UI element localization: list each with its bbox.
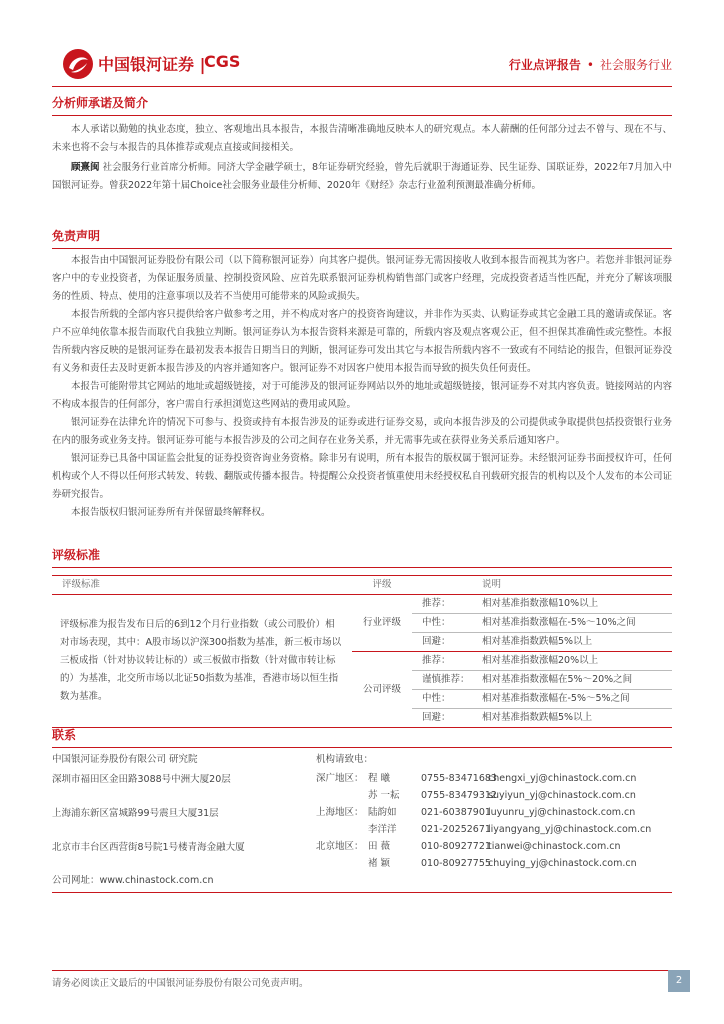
header-divider <box>52 86 672 87</box>
rating-standard-text: 评级标准为报告发布日后的6到12个月行业指数（或公司股价）相对市场表现，其中：A股市场以沪深300指数为基准，新三板市场以三板成指（针对协议转让标的）或三板做市指数（针对做市转让标的）为基准，北交所市场以北证50指数为基准，香港市场以恒生指数为基准。 <box>52 595 352 728</box>
section-divider <box>52 567 672 568</box>
rating-table <box>52 575 672 728</box>
disclaimer-paragraph: 银河证券已具备中国证监会批复的证券投资咨询业务资格。除非另有说明，所有本报告的版权属于银河证券。未经银河证券书面授权许可，任何机构或个人不得以任何形式转发、转载、翻版或传播本报告。特提醒公众投资者慎重使用未经授权私自刊载研究报告的机构以及个人发布的本公司证券研究报告。 <box>52 453 672 500</box>
industry-name: 社会服务行业 <box>599 58 672 72</box>
page-number: 2 <box>668 970 690 992</box>
rating-desc: 相对基准指数涨幅20%以上 <box>472 652 672 671</box>
email-link[interactable]: liyangyang_yj@chinastock.com.cn <box>488 824 652 835</box>
analyst-section <box>52 95 672 195</box>
company-name: 中国银河证券股份有限公司 研究院 <box>52 754 198 765</box>
report-type: 行业点评报告 <box>508 58 581 72</box>
company-website[interactable]: 公司网址：www.chinastock.com.cn <box>52 875 214 886</box>
email-link[interactable]: luyunru_yj@chinastock.com.cn <box>488 807 636 818</box>
rating-name: 中性： <box>412 690 472 709</box>
table-row <box>52 595 672 614</box>
sales-contact-row: 北京地区： 田 薇 010-80927721 tianwei@chinastock.com.cn <box>316 838 672 855</box>
analyst-name: 顾熹闽 <box>71 162 100 173</box>
rating-desc: 相对基准指数跌幅5%以上 <box>472 633 672 652</box>
disclaimer-paragraph: 本报告版权归银河证券所有并保留最终解释权。 <box>71 507 271 518</box>
analyst-bio: 顾熹闽 社会服务行业首席分析师。同济大学金融学硕士，8年证券研究经验，曾先后就职于海通证券、民生证券、国联证券，2022年7月加入中国银河证券。曾获2022年第十届Choice社会服务业最佳分析师、2020年《财经》杂志行业盈利预测最准确分析师。 <box>52 162 672 191</box>
rating-desc: 相对基准指数涨幅在5%～20%之间 <box>472 671 672 690</box>
email-link[interactable]: chengxi_yj@chinastock.com.cn <box>488 773 637 784</box>
col-header-desc: 说明 <box>472 576 672 595</box>
contact-sales <box>316 750 672 872</box>
category-company: 公司评级 <box>352 652 412 728</box>
cgs-logo-icon <box>62 48 94 80</box>
section-title-analyst: 分析师承诺及简介 <box>52 96 149 110</box>
rating-desc: 相对基准指数跌幅5%以上 <box>472 709 672 728</box>
contact-section <box>52 727 672 748</box>
section-title-rating: 评级标准 <box>52 548 101 562</box>
rating-desc: 相对基准指数涨幅在-5%～10%之间 <box>472 614 672 633</box>
address-shenzhen: 深圳市福田区金田路3088号中洲大厦20层 <box>52 774 231 785</box>
col-header-desc-spacer <box>412 576 472 595</box>
sales-label: 机构请致电： <box>316 754 374 765</box>
sales-contact-row: 上海地区： 陆韵如 021-60387901 luyunru_yj@chinastock.com.cn <box>316 804 672 821</box>
category-industry: 行业评级 <box>352 595 412 652</box>
separator-dot: • <box>586 58 594 72</box>
email-link[interactable]: suyiyun_yj@chinastock.com.cn <box>488 790 636 801</box>
footer-disclaimer: 请务必阅读正文最后的中国银河证券股份有限公司免责声明。 <box>52 978 309 989</box>
rating-name: 谨慎推荐： <box>412 671 472 690</box>
disclaimer-paragraph: 本报告由中国银河证券股份有限公司（以下简称银河证券）向其客户提供。银河证券无需因接收人收到本报告而视其为客户。若您并非银河证券客户中的专业投资者，为保证服务质量、控制投资风险、应首先联系银河证券机构销售部门或客户经理，完成投资者适当性匹配，并充分了解该项服务的性质、特点、使用的注意事项以及若不当使用可能带来的风险或损失。 <box>52 255 672 302</box>
rating-name: 回避： <box>412 633 472 652</box>
address-beijing: 北京市丰台区西营街8号院1号楼青海金融大厦 <box>52 842 245 853</box>
page-header <box>52 40 672 88</box>
disclaimer-paragraph: 本报告所载的全部内容只提供给客户做参考之用，并不构成对客户的投资咨询建议，并非作为买卖、认购证券或其它金融工具的邀请或保证。客户不应单纯依靠本报告而取代自我独立判断。银河证券认为本报告资料来源是可靠的，所载内容及观点客观公正，但不担保其准确性或完整性。本报告所载内容反映的是银河证券在最初发表本报告日期当日的判断，银河证券可发出其它与本报告所载内容不一致或有不同结论的报告，但银河证券没有义务和责任去及时更新本报告涉及的内容并通知客户。银河证券不对因客户使用本报告而导致的损失负任何责任。 <box>52 309 672 374</box>
rating-name: 推荐： <box>412 595 472 614</box>
header-report-info <box>509 56 672 73</box>
rating-name: 推荐： <box>412 652 472 671</box>
contact-addresses <box>52 750 312 858</box>
rating-desc: 相对基准指数涨幅在-5%～5%之间 <box>472 690 672 709</box>
analyst-commitment: 本人承诺以勤勉的执业态度，独立、客观地出具本报告，本报告清晰准确地反映本人的研究观点。本人薪酬的任何部分过去不曾与、现在不与、未来也将不会与本报告的具体推荐或观点直接或间接相关。 <box>52 124 672 153</box>
sales-contact-row: 深广地区： 程 曦 0755-83471683 chengxi_yj@chinastock.com.cn <box>316 770 672 787</box>
contact-divider <box>52 892 672 893</box>
section-title-contact: 联系 <box>52 728 77 742</box>
email-link[interactable]: chuying_yj@chinastock.com.cn <box>488 858 637 869</box>
col-header-standard: 评级标准 <box>52 576 352 595</box>
sales-contact-row: 李洋洋 021-20252671 liyangyang_yj@chinastock.com.cn <box>316 821 672 838</box>
disclaimer-paragraph: 本报告可能附带其它网站的地址或超级链接，对于可能涉及的银河证券网站以外的地址或超级链接，银河证券不对其内容负责。链接网站的内容不构成本报告的任何部分，客户需自行承担浏览这些网站的费用或风险。 <box>52 381 672 410</box>
section-divider <box>52 747 672 748</box>
disclaimer-paragraph: 银河证券在法律允许的情况下可参与、投资或持有本报告涉及的证券或进行证券交易，或向本报告涉及的公司提供或争取提供包括投资银行业务在内的服务或业务支持。银河证券可能与本报告涉及的公司之间存在业务关系，并无需事先或在获得业务关系后通知客户。 <box>52 417 672 446</box>
email-link[interactable]: tianwei@chinastock.com.cn <box>488 841 621 852</box>
logo-text: 中国银河证券 | <box>98 55 206 74</box>
rating-desc: 相对基准指数涨幅10%以上 <box>472 595 672 614</box>
section-divider <box>52 248 672 249</box>
rating-name: 回避： <box>412 709 472 728</box>
rating-name: 中性： <box>412 614 472 633</box>
section-title-disclaimer: 免责声明 <box>52 229 101 243</box>
sales-contact-row: 苏 一耘 0755-83479312 suyiyun_yj@chinastock.com.cn <box>316 787 672 804</box>
disclaimer-section <box>52 228 672 522</box>
logo-cgs: CGS <box>204 52 241 71</box>
section-divider <box>52 115 672 116</box>
address-shanghai: 上海浦东新区富城路99号震旦大厦31层 <box>52 808 219 819</box>
rating-section <box>52 547 672 728</box>
rating-table-header <box>52 576 672 595</box>
footer-divider <box>52 970 672 971</box>
disclaimer-body <box>52 252 672 522</box>
col-header-rating: 评级 <box>352 576 412 595</box>
sales-contact-row: 褚 颖 010-80927755 chuying_yj@chinastock.com.cn <box>316 855 672 872</box>
